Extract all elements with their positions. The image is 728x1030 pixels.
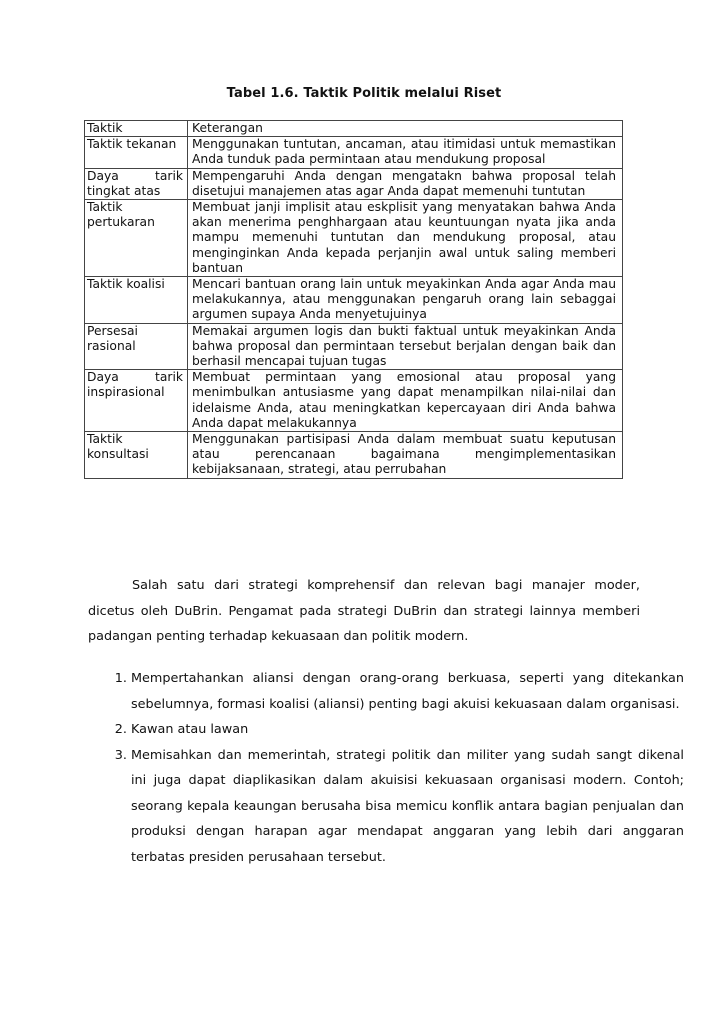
table-row [85,168,623,199]
strategy-list [88,666,684,870]
body-paragraph-text: Salah satu dari strategi komprehensif dan relevan bagi manajer moder, dicetus oleh DuBrin. Pengamat pada strategi DuBrin dan strategi lainnya memberi padangan penting terhadap kekuasaan dan politik modern. [88,578,640,644]
list-item: 3. Memisahkan dan memerintah, strategi politik dan militer yang sudah sangt dikenal ini juga dapat diaplikasikan dalam akuisisi kekuasaan organisasi modern. Contoh; seorang kepala keaungan berusaha bisa memicu konflik antara bagian penjualan dan produksi dengan harapan agar mendapat anggaran yang lebih dari anggaran terbatas presiden perusahaan tersebut. [131,743,684,871]
table-row [85,432,623,479]
tactic-name: Taktik konsultasi [85,432,188,479]
table-header-row [85,121,623,137]
tactic-name: Taktik koalisi [85,277,188,324]
tactics-table [84,120,623,479]
tactic-description: Menggunakan tuntutan, ancaman, atau itimidasi untuk memastikan Anda tunduk pada permintaan atau mendukung proposal [188,137,623,168]
table-row [85,200,623,277]
list-item: 2. Kawan atau lawan [131,717,684,743]
tactic-name: Taktik tekanan [85,137,188,168]
tactic-description: Memakai argumen logis dan bukti faktual untuk meyakinkan Anda bahwa proposal dan permintaan tersebut berjalan dengan baik dan berhasil mencapai tujuan tugas [188,323,623,370]
tactic-description: Membuat permintaan yang emosional atau proposal yang menimbulkan antusiasme yang dapat menampilkan nilai-nilai dan idelaisme Anda, atau meningkatkan kepercayaan diri Anda bahwa Anda dapat melakukannya [188,370,623,432]
table-row [85,370,623,432]
tactic-description: Menggunakan partisipasi Anda dalam membuat suatu keputusan atau perencanaan bagaimana mengimplementasikan kebijaksanaan, strategi, atau perrubahan [188,432,623,479]
header-keterangan: Keterangan [188,121,623,137]
tactic-name: Daya tarik tingkat atas [85,168,188,199]
tactic-description: Mempengaruhi Anda dengan mengatakn bahwa proposal telah disetujui manajemen atas agar Anda dapat memenuhi tuntutan [188,168,623,199]
tactic-name: Persesai rasional [85,323,188,370]
body-paragraph [88,573,640,650]
table-title: Tabel 1.6. Taktik Politik melalui Riset [226,86,502,101]
tactic-description: Mencari bantuan orang lain untuk meyakinkan Anda agar Anda mau melakukannya, atau menggunakan pengaruh orang lain sebaggai argumen supaya Anda menyetujuinya [188,277,623,324]
tactic-description: Membuat janji implisit atau eskplisit yang menyatakan bahwa Anda akan menerima penghhargaan atau keuntuungan nyata jika anda mampu memenuhi tuntutan dan mendukung proposal, atau menginginkan Anda kepada perjanjin awal untuk saling memberi bantuan [188,200,623,277]
header-taktik: Taktik [85,121,188,137]
list-item: 1. Mempertahankan aliansi dengan orang-orang berkuasa, seperti yang ditekankan sebelumnya, formasi koalisi (aliansi) penting bagi akuisi kekuasaan dalam organisasi. [131,666,684,717]
table-row [85,277,623,324]
table-row [85,137,623,168]
tactic-name: Daya tarik inspirasional [85,370,188,432]
tactic-name: Taktik pertukaran [85,200,188,277]
table-row [85,323,623,370]
